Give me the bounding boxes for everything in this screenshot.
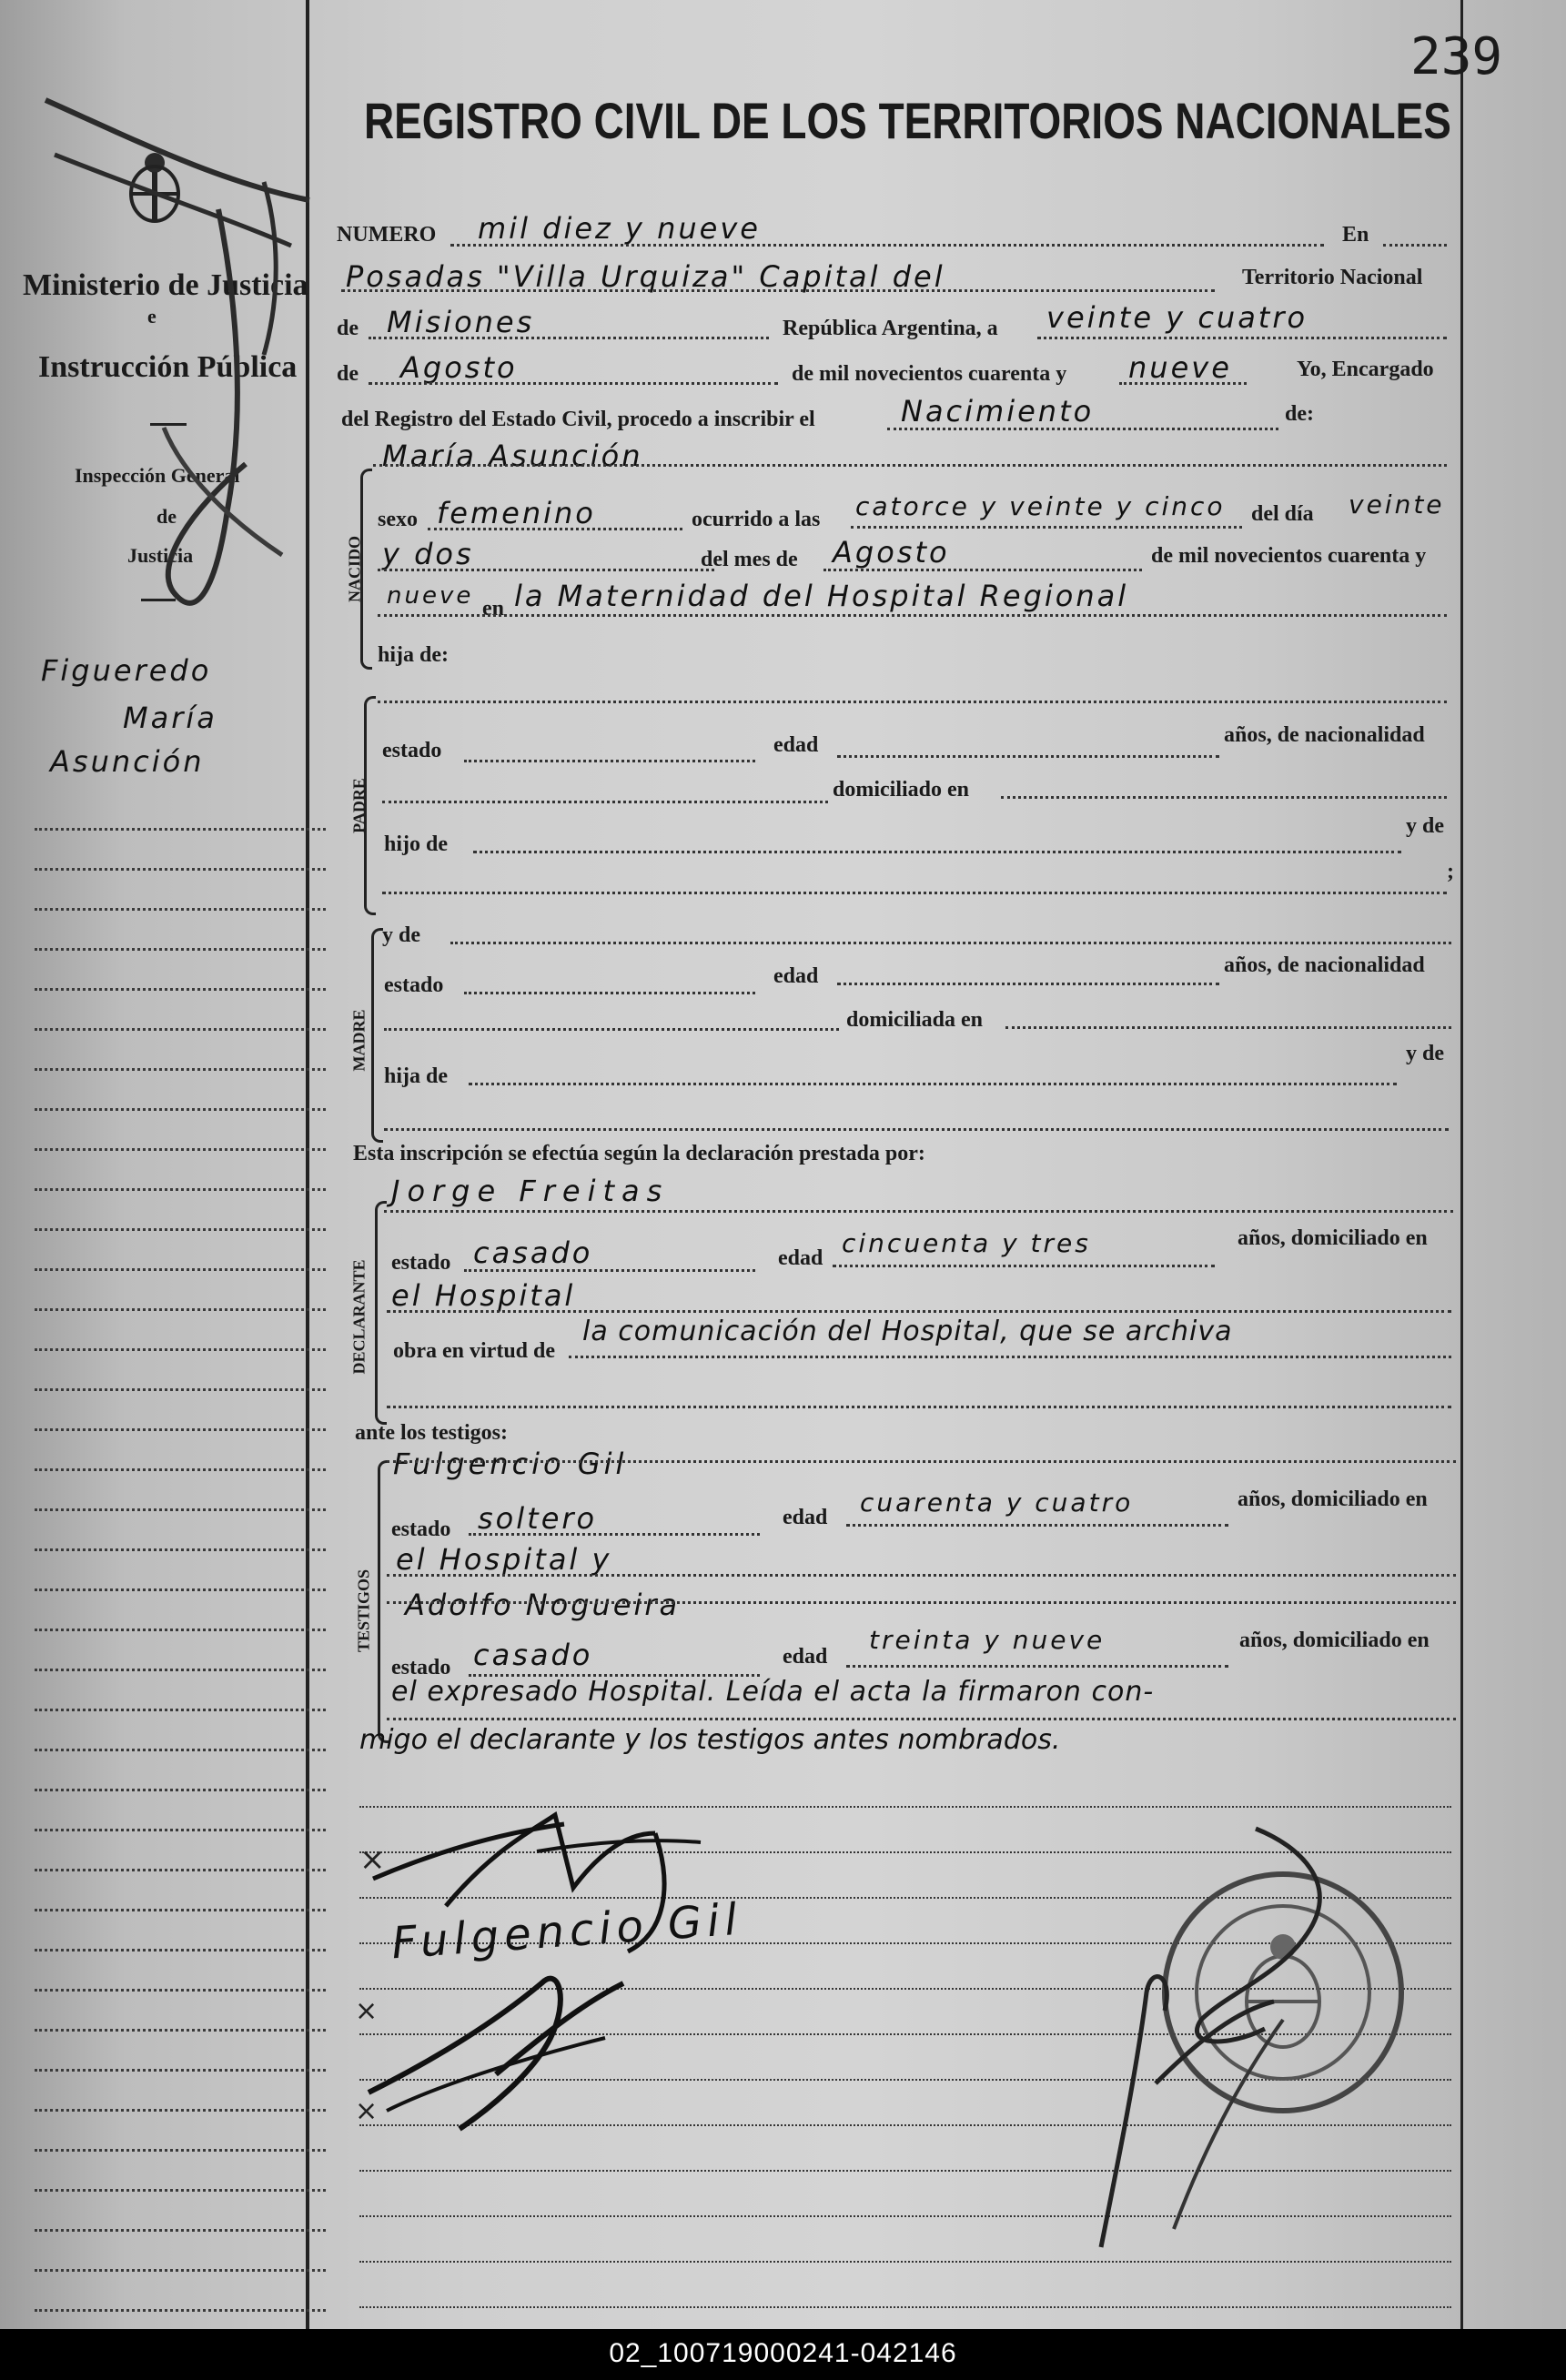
yo-label: Yo, Encargado xyxy=(1297,358,1434,381)
obra-label: obra en virtud de xyxy=(393,1339,556,1363)
margin-rule xyxy=(35,828,326,831)
declarante-domicilio-label: años, domiciliado en xyxy=(1238,1226,1428,1250)
signature-testigo2 xyxy=(350,1929,714,2165)
testigo2-edad-value: treinta y nueve xyxy=(869,1625,1106,1655)
testigo1-domicilio-value: el Hospital y xyxy=(396,1542,612,1577)
madre-edad-label: edad xyxy=(773,964,819,988)
madre-domicilio-dots xyxy=(1005,1026,1451,1029)
signature-encargado xyxy=(1046,1810,1374,2274)
margin-rule xyxy=(35,908,326,911)
padre-hijo-dots xyxy=(473,851,1401,853)
act-dots xyxy=(887,428,1278,430)
margin-rule xyxy=(35,1548,326,1551)
sexo-dots xyxy=(428,528,682,530)
margin-rule xyxy=(35,2109,326,2112)
obra-value: la comunicación del Hospital, que se archiva xyxy=(582,1316,1233,1347)
margin-rule xyxy=(35,2189,326,2192)
madre-bracket xyxy=(371,928,383,1143)
sexo-value: femenino xyxy=(437,496,596,530)
testigo1-edad-value: cuarenta y cuatro xyxy=(860,1488,1134,1518)
hija-suffix: de: xyxy=(419,643,450,667)
year-value: nueve xyxy=(1128,350,1232,385)
margin-second-name: Asunción xyxy=(50,744,205,779)
sexo-label: sexo xyxy=(378,508,418,531)
padre-y-de-label: y de xyxy=(1406,814,1444,838)
margin-rule xyxy=(35,1588,326,1591)
margin-surname: Figueredo xyxy=(41,653,212,688)
padre-domiciliado-label: domiciliado en xyxy=(833,778,970,802)
ministry-line2: e xyxy=(147,305,157,328)
padre-yde-dots xyxy=(382,892,1447,894)
margin-rule xyxy=(35,1228,326,1231)
day-dots xyxy=(1037,337,1447,339)
margin-rule xyxy=(35,1468,326,1471)
closing-line2: migo el declarante y los testigos antes nombrados. xyxy=(359,1724,1061,1756)
madre-hija-dots xyxy=(469,1083,1397,1085)
margin-rule xyxy=(35,1508,326,1511)
year-dots xyxy=(1119,382,1247,385)
madre-yde2-dots xyxy=(384,1128,1449,1131)
madre-estado-label: estado xyxy=(384,973,444,997)
margin-rule xyxy=(35,1348,326,1351)
margin-rule xyxy=(35,948,326,951)
margin-rule xyxy=(35,1308,326,1311)
madre-section-label: MADRE xyxy=(349,1009,369,1072)
margin-rule xyxy=(35,1789,326,1791)
margin-rule xyxy=(35,2229,326,2232)
testigo2-edad-dots xyxy=(846,1665,1228,1668)
hija-label-text: hija xyxy=(378,643,415,667)
padre-estado-label: estado xyxy=(382,739,442,762)
madre-domiciliada-label: domiciliada en xyxy=(846,1008,984,1032)
padre-edad-dots xyxy=(837,755,1219,758)
padre-edad-label: edad xyxy=(773,733,819,757)
republica-label: República Argentina, a xyxy=(783,317,998,340)
act-value: Nacimiento xyxy=(901,394,1095,429)
svg-text:×: × xyxy=(355,2095,379,2127)
madre-anos-label: años, de nacionalidad xyxy=(1224,953,1425,977)
declarante-domicilio-dots xyxy=(387,1310,1451,1313)
declarante-bracket xyxy=(375,1201,387,1425)
margin-rule xyxy=(35,1989,326,1992)
numero-label: NUMERO xyxy=(337,223,437,247)
place-dots xyxy=(341,289,1215,292)
padre-domicilio-dots xyxy=(1001,796,1447,799)
nacido-en-label: en xyxy=(482,597,504,620)
testigo2-name-dots xyxy=(387,1601,1456,1604)
scan-footer xyxy=(0,2329,1566,2380)
testigo1-domicilio-label: años, domiciliado en xyxy=(1238,1488,1428,1511)
nacido-place-dots xyxy=(378,614,1447,617)
declarante-estado-dots xyxy=(464,1269,755,1272)
day2-dots xyxy=(378,569,714,571)
testigo2-estado-value: casado xyxy=(473,1638,593,1672)
territorio-label: Territorio Nacional xyxy=(1242,266,1423,289)
declarante-extra-dots xyxy=(387,1406,1451,1408)
padre-semicolon: ; xyxy=(1447,860,1454,883)
page-title: REGISTRO CIVIL DE LOS TERRITORIOS NACIONALES xyxy=(364,92,1451,149)
month-dots xyxy=(369,382,778,385)
registro-label: del Registro del Estado Civil, procedo a inscribir el xyxy=(341,408,815,431)
madre-edad-dots xyxy=(837,983,1219,985)
month-value: Agosto xyxy=(400,350,518,385)
testigo1-domicilio-dots xyxy=(387,1574,1456,1577)
margin-rule xyxy=(35,1388,326,1391)
margin-rule xyxy=(35,2309,326,2312)
margin-rule xyxy=(35,1268,326,1271)
madre-y-de-label: y de xyxy=(382,923,420,947)
time-value: catorce y veinte y cinco xyxy=(855,491,1226,521)
svg-text:×: × xyxy=(355,1995,379,2027)
declarante-edad-value: cincuenta y tres xyxy=(842,1228,1091,1258)
closing1-dots xyxy=(387,1718,1456,1720)
nacido-day-value2: y dos xyxy=(382,537,474,571)
ministry-line3: Instrucción Pública xyxy=(38,350,298,384)
inspection-line2: de xyxy=(157,505,177,528)
padre-section-label: PADRE xyxy=(349,778,369,833)
territory-value: Misiones xyxy=(387,305,535,339)
margin-signature xyxy=(18,82,328,646)
numero-value: mil diez y nueve xyxy=(478,211,761,246)
padre-estado-dots xyxy=(464,760,755,762)
margin-rule xyxy=(35,1148,326,1151)
margin-rule xyxy=(35,2269,326,2272)
nacido-month-dots xyxy=(823,569,1142,571)
testigos-section-label: TESTIGOS xyxy=(354,1568,373,1653)
padre-name-dots xyxy=(378,701,1447,703)
closing-line1: el expresado Hospital. Leída el acta la firmaron con- xyxy=(391,1676,1155,1708)
scan-id: 02_100719000241-042146 xyxy=(609,2338,957,2368)
nacido-name-value: María Asunción xyxy=(382,439,643,473)
year-label: de mil novecientos cuarenta y xyxy=(792,362,1067,386)
madre-estado-dots xyxy=(464,992,755,994)
nacido-section-label: NACIDO xyxy=(345,536,364,603)
margin-rule xyxy=(35,1669,326,1671)
margin-rule xyxy=(35,1108,326,1111)
declarante-edad-label: edad xyxy=(778,1246,823,1270)
declarante-name-dots xyxy=(384,1210,1453,1213)
margin-rule xyxy=(35,868,326,871)
margin-rule xyxy=(35,2069,326,2072)
place-value: Posadas "Villa Urquiza" Capital del xyxy=(346,259,945,294)
territory-dots xyxy=(369,337,769,339)
de-label-3: de: xyxy=(1285,402,1314,426)
de-label-2: de xyxy=(337,362,359,386)
testigo1-name-dots xyxy=(387,1460,1456,1463)
ministry-line1: Ministerio de Justicia xyxy=(23,268,308,302)
testigos-intro: ante los testigos: xyxy=(355,1421,508,1445)
testigo1-estado-label: estado xyxy=(391,1518,451,1541)
declarante-intro: Esta inscripción se efectúa según la declaración prestada por: xyxy=(353,1142,925,1165)
testigo1-edad-label: edad xyxy=(783,1506,828,1529)
signature-rule xyxy=(359,2306,1451,2308)
margin-rule xyxy=(35,1749,326,1751)
inspection-line1: Inspección General xyxy=(75,464,240,487)
declarante-estado-label: estado xyxy=(391,1251,451,1275)
signature-testigo1: Fulgencio Gil xyxy=(389,1893,744,1970)
madre-hija-label: hija de xyxy=(384,1064,449,1088)
nacido-name-dots xyxy=(373,464,1447,467)
ocurrido-label: ocurrido a las xyxy=(692,508,821,531)
margin-rule xyxy=(35,2149,326,2152)
margin-rule xyxy=(35,1949,326,1951)
padre-nac-dots xyxy=(382,801,828,803)
del-mes-label: del mes de xyxy=(701,548,798,571)
margin-rule xyxy=(35,2029,326,2032)
day-value: veinte y cuatro xyxy=(1046,300,1308,335)
testigo2-estado-label: estado xyxy=(391,1656,451,1679)
testigo1-edad-dots xyxy=(846,1524,1228,1527)
madre-y-de-label2: y de xyxy=(1406,1042,1444,1065)
en-label: En xyxy=(1342,223,1369,247)
testigo1-estado-value: soltero xyxy=(478,1501,598,1536)
de-label-1: de xyxy=(337,317,359,340)
margin-rule xyxy=(35,1829,326,1831)
nacido-year-value: nueve xyxy=(387,582,474,610)
nacido-place-value: la Maternidad del Hospital Regional xyxy=(514,579,1129,613)
nacido-day-value: veinte xyxy=(1349,489,1445,519)
testigo1-estado-dots xyxy=(469,1533,760,1536)
declarante-edad-dots xyxy=(833,1265,1215,1267)
declarante-domicilio-value: el Hospital xyxy=(391,1278,576,1313)
en-dots xyxy=(1383,244,1447,247)
declarante-name: Jorge Freitas xyxy=(391,1174,670,1208)
padre-hijo-label: hijo de xyxy=(384,832,449,856)
declarante-estado-value: casado xyxy=(473,1235,593,1270)
margin-rule xyxy=(35,1909,326,1911)
margin-first-name: María xyxy=(123,701,217,735)
margin-rule xyxy=(35,1709,326,1711)
testigo2-name: Adolfo Nogueira xyxy=(405,1588,681,1622)
time-dots xyxy=(851,526,1242,529)
inspection-line3: Justicia xyxy=(127,544,194,567)
obra-dots xyxy=(569,1356,1451,1358)
padre-anos-label: años, de nacionalidad xyxy=(1224,723,1425,747)
declarante-section-label: DECLARANTE xyxy=(349,1259,369,1375)
margin-rule xyxy=(35,1428,326,1431)
hija-label xyxy=(378,643,449,668)
nacido-year-label: de mil novecientos cuarenta y xyxy=(1151,544,1427,568)
numero-dots xyxy=(450,244,1324,247)
margin-rule xyxy=(35,1068,326,1071)
svg-text:×: × xyxy=(359,1841,386,1878)
madre-nac-dots xyxy=(384,1028,839,1031)
margin-rule xyxy=(35,1869,326,1871)
right-border-line xyxy=(1460,0,1463,2329)
margin-rule xyxy=(35,1188,326,1191)
margin-rule xyxy=(35,1028,326,1031)
nacido-month-value: Agosto xyxy=(833,535,950,570)
testigo2-edad-label: edad xyxy=(783,1645,828,1669)
del-dia-label: del día xyxy=(1251,502,1314,526)
margin-rule xyxy=(35,1629,326,1631)
testigo2-domicilio-label: años, domiciliado en xyxy=(1239,1629,1430,1652)
madre-yde-dots xyxy=(450,942,1451,944)
testigo1-name: Fulgencio Gil xyxy=(393,1447,628,1481)
page-number: 239 xyxy=(1410,27,1503,86)
margin-rule xyxy=(35,988,326,991)
